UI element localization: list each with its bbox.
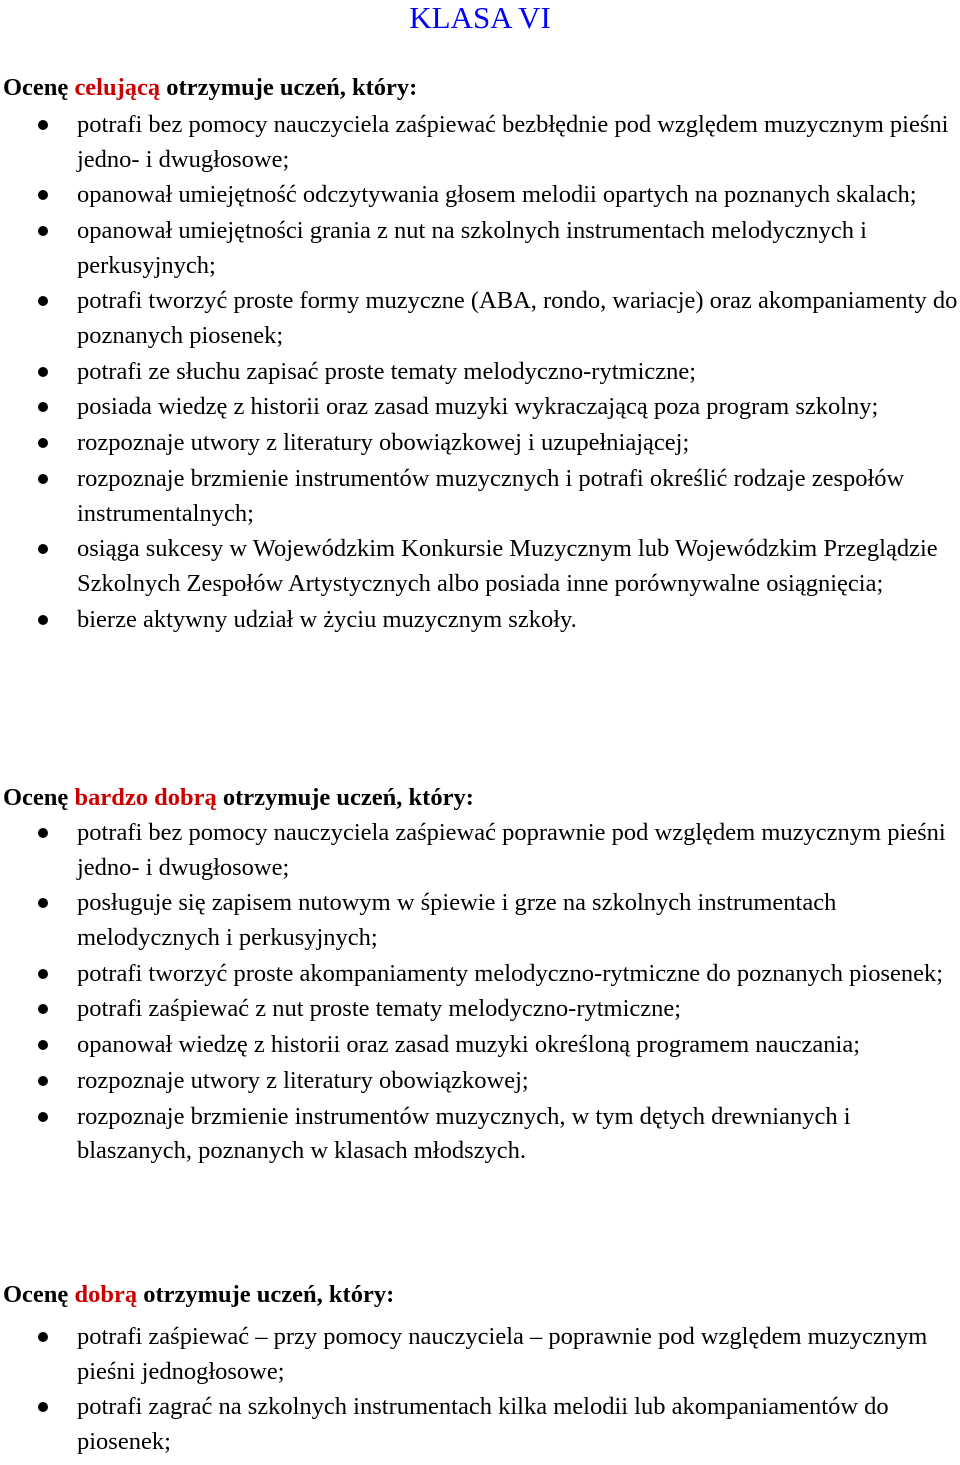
list-item: opanował umiejętności grania z nut na szkolnych instrumentach melodycznych i perkusyjnych; [0,214,960,283]
bullet-icon [38,544,48,554]
bullet-icon [38,438,48,448]
list-item: potrafi ze słuchu zapisać proste tematy melodyczno-rytmiczne; [0,355,960,390]
section-heading-celujaca [3,73,417,103]
requirements-list-bardzo-dobra [0,816,960,1170]
bullet-icon [38,402,48,412]
grade-name: celującą [74,74,161,101]
list-item: posiada wiedzę z historii oraz zasad muzyki wykraczającą poza program szkolny; [0,390,960,425]
page-title: KLASA VI [409,0,551,35]
requirements-list-celujaca [0,108,960,638]
list-item: potrafi bez pomocy nauczyciela zaśpiewać poprawnie pod względem muzycznym pieśni jedno- i dwugłosowe; [0,816,960,885]
list-item: rozpoznaje brzmienie instrumentów muzycznych i potrafi określić rodzaje zespołów instrumentalnych; [0,462,960,531]
requirements-list-dobra [0,1320,960,1461]
bullet-icon [38,969,48,979]
bullet-icon [38,615,48,625]
bullet-icon [38,1332,48,1342]
bullet-icon [38,367,48,377]
bullet-icon [38,828,48,838]
list-item: potrafi tworzyć proste formy muzyczne (ABA, rondo, wariacje) oraz akompaniamenty do poznanych piosenek; [0,284,960,353]
grade-name: dobrą [74,1281,138,1308]
list-item: potrafi zagrać na szkolnych instrumentach kilka melodii lub akompaniamentów do piosenek; [0,1390,960,1459]
heading-prefix: Ocenę [3,784,69,811]
bullet-icon [38,190,48,200]
bullet-icon [38,120,48,130]
grade-name: bardzo dobrą [74,784,217,811]
bullet-icon [38,1040,48,1050]
heading-prefix: Ocenę [3,1281,69,1308]
list-item: bierze aktywny udział w życiu muzycznym szkoły. [0,603,960,638]
bullet-icon [38,226,48,236]
list-item: opanował wiedzę z historii oraz zasad muzyki określoną programem nauczania; [0,1028,960,1063]
list-item: potrafi bez pomocy nauczyciela zaśpiewać bezbłędnie pod względem muzycznym pieśni jedno- i dwugłosowe; [0,108,960,177]
list-item: rozpoznaje brzmienie instrumentów muzycznych, w tym dętych drewnianych i blaszanych, poznanych w klasach młodszych. [0,1100,960,1169]
list-item: rozpoznaje utwory z literatury obowiązkowej i uzupełniającej; [0,426,960,461]
bullet-icon [38,898,48,908]
bullet-icon [38,474,48,484]
heading-suffix: otrzymuje uczeń, który: [166,74,418,101]
list-item: posługuje się zapisem nutowym w śpiewie i grze na szkolnych instrumentach melodycznych i perkusyjnych; [0,886,960,955]
section-heading-dobra [3,1280,394,1310]
list-item: potrafi zaśpiewać z nut proste tematy melodyczno-rytmiczne; [0,992,960,1027]
bullet-icon [38,1112,48,1122]
bullet-icon [38,1402,48,1412]
list-item: osiąga sukcesy w Wojewódzkim Konkursie Muzycznym lub Wojewódzkim Przeglądzie Szkolnych Zespołów Artystycznych albo posiada inne porównywalne osiągnięcia; [0,532,960,601]
list-item: potrafi tworzyć proste akompaniamenty melodyczno-rytmiczne do poznanych piosenek; [0,957,960,992]
bullet-icon [38,1076,48,1086]
list-item: rozpoznaje utwory z literatury obowiązkowej; [0,1064,960,1099]
section-heading-bardzo-dobra [3,783,474,813]
list-item: potrafi zaśpiewać – przy pomocy nauczyciela – poprawnie pod względem muzycznym pieśni jednogłosowe; [0,1320,960,1389]
heading-suffix: otrzymuje uczeń, który: [143,1281,395,1308]
bullet-icon [38,296,48,306]
heading-prefix: Ocenę [3,74,69,101]
bullet-icon [38,1004,48,1014]
list-item: opanował umiejętność odczytywania głosem melodii opartych na poznanych skalach; [0,178,960,213]
heading-suffix: otrzymuje uczeń, który: [222,784,474,811]
